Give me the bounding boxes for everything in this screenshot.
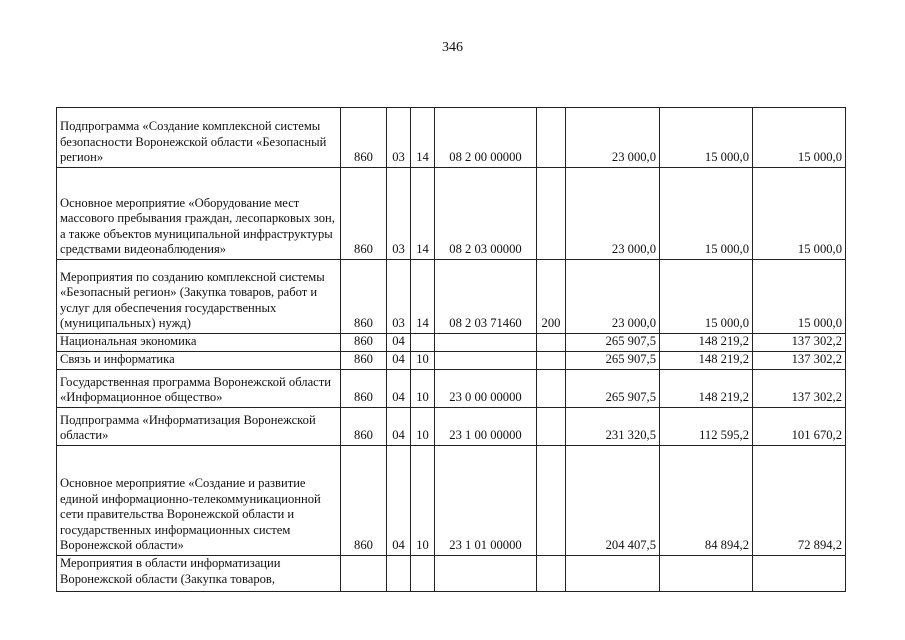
ministry-code: 860 — [341, 108, 387, 168]
amount-year-3: 137 302,2 — [753, 370, 846, 408]
expense-type — [537, 408, 566, 446]
target-article: 23 0 00 00000 — [435, 370, 537, 408]
amount-year-3: 137 302,2 — [753, 352, 846, 370]
section-code: 03 — [387, 168, 411, 260]
amount-year-3: 15 000,0 — [753, 168, 846, 260]
page-number: 346 — [442, 40, 463, 55]
amount-year-2: 84 894,2 — [660, 446, 753, 556]
amount-year-1: 23 000,0 — [566, 260, 660, 334]
expense-type — [537, 446, 566, 556]
subsection-code: 14 — [411, 108, 435, 168]
amount-year-2: 148 219,2 — [660, 352, 753, 370]
amount-year-1: 265 907,5 — [566, 334, 660, 352]
amount-year-2: 112 595,2 — [660, 408, 753, 446]
subsection-code — [411, 334, 435, 352]
subsection-code: 10 — [411, 408, 435, 446]
amount-year-2: 148 219,2 — [660, 370, 753, 408]
ministry-code: 860 — [341, 446, 387, 556]
subsection-code: 14 — [411, 260, 435, 334]
amount-year-1: 23 000,0 — [566, 168, 660, 260]
ministry-code: 860 — [341, 334, 387, 352]
ministry-code: 860 — [341, 260, 387, 334]
expense-type — [537, 556, 566, 592]
section-code: 04 — [387, 352, 411, 370]
amount-year-2: 15 000,0 — [660, 108, 753, 168]
target-article: 08 2 00 00000 — [435, 108, 537, 168]
ministry-code: 860 — [341, 168, 387, 260]
amount-year-1: 265 907,5 — [566, 352, 660, 370]
row-name: Мероприятия в области информатизации Воронежской области (Закупка товаров, — [57, 556, 341, 592]
row-name: Подпрограмма «Создание комплексной системы безопасности Воронежской области «Безопасный регион» — [57, 108, 341, 168]
ministry-code: 860 — [341, 370, 387, 408]
expense-type — [537, 370, 566, 408]
table-row — [57, 334, 846, 352]
row-name: Государственная программа Воронежской области «Информационное общество» — [57, 370, 341, 408]
target-article: 08 2 03 71460 — [435, 260, 537, 334]
amount-year-1: 231 320,5 — [566, 408, 660, 446]
ministry-code: 860 — [341, 352, 387, 370]
row-name: Мероприятия по созданию комплексной системы «Безопасный регион» (Закупка товаров, работ и услуг для обеспечения государственных (муниципальных) нужд) — [57, 260, 341, 334]
section-code — [387, 556, 411, 592]
row-name: Подпрограмма «Информатизация Воронежской области» — [57, 408, 341, 446]
target-article: 23 1 01 00000 — [435, 446, 537, 556]
amount-year-3: 101 670,2 — [753, 408, 846, 446]
subsection-code — [411, 556, 435, 592]
budget-table — [56, 107, 846, 592]
amount-year-3: 15 000,0 — [753, 108, 846, 168]
table-row — [57, 108, 846, 168]
amount-year-1: 23 000,0 — [566, 108, 660, 168]
table-row — [57, 260, 846, 334]
subsection-code: 14 — [411, 168, 435, 260]
table-row — [57, 370, 846, 408]
section-code: 04 — [387, 408, 411, 446]
amount-year-3 — [753, 556, 846, 592]
amount-year-2: 15 000,0 — [660, 260, 753, 334]
table-row — [57, 556, 846, 592]
table-row — [57, 446, 846, 556]
row-name: Основное мероприятие «Оборудование мест массового пребывания граждан, лесопарковых зон, а также объектов муниципальной инфраструктуры средствами видеонаблюдения» — [57, 168, 341, 260]
expense-type — [537, 352, 566, 370]
table-row — [57, 408, 846, 446]
target-article — [435, 352, 537, 370]
row-name: Национальная экономика — [57, 334, 341, 352]
table-row — [57, 352, 846, 370]
section-code: 04 — [387, 334, 411, 352]
amount-year-3: 137 302,2 — [753, 334, 846, 352]
row-name: Связь и информатика — [57, 352, 341, 370]
expense-type — [537, 108, 566, 168]
expense-type — [537, 168, 566, 260]
amount-year-1: 204 407,5 — [566, 446, 660, 556]
amount-year-1: 265 907,5 — [566, 370, 660, 408]
target-article: 23 1 00 00000 — [435, 408, 537, 446]
target-article — [435, 556, 537, 592]
section-code: 04 — [387, 446, 411, 556]
section-code: 03 — [387, 260, 411, 334]
table-body — [57, 108, 846, 592]
section-code: 03 — [387, 108, 411, 168]
amount-year-1 — [566, 556, 660, 592]
table-row — [57, 168, 846, 260]
amount-year-3: 15 000,0 — [753, 260, 846, 334]
ministry-code: 860 — [341, 408, 387, 446]
amount-year-3: 72 894,2 — [753, 446, 846, 556]
subsection-code: 10 — [411, 370, 435, 408]
ministry-code — [341, 556, 387, 592]
subsection-code: 10 — [411, 446, 435, 556]
amount-year-2: 15 000,0 — [660, 168, 753, 260]
row-name: Основное мероприятие «Создание и развитие единой информационно-телекоммуникационной сети правительства Воронежской области и государственных информационных систем Воронежской области» — [57, 446, 341, 556]
section-code: 04 — [387, 370, 411, 408]
amount-year-2: 148 219,2 — [660, 334, 753, 352]
expense-type: 200 — [537, 260, 566, 334]
expense-type — [537, 334, 566, 352]
amount-year-2 — [660, 556, 753, 592]
target-article: 08 2 03 00000 — [435, 168, 537, 260]
subsection-code: 10 — [411, 352, 435, 370]
target-article — [435, 334, 537, 352]
